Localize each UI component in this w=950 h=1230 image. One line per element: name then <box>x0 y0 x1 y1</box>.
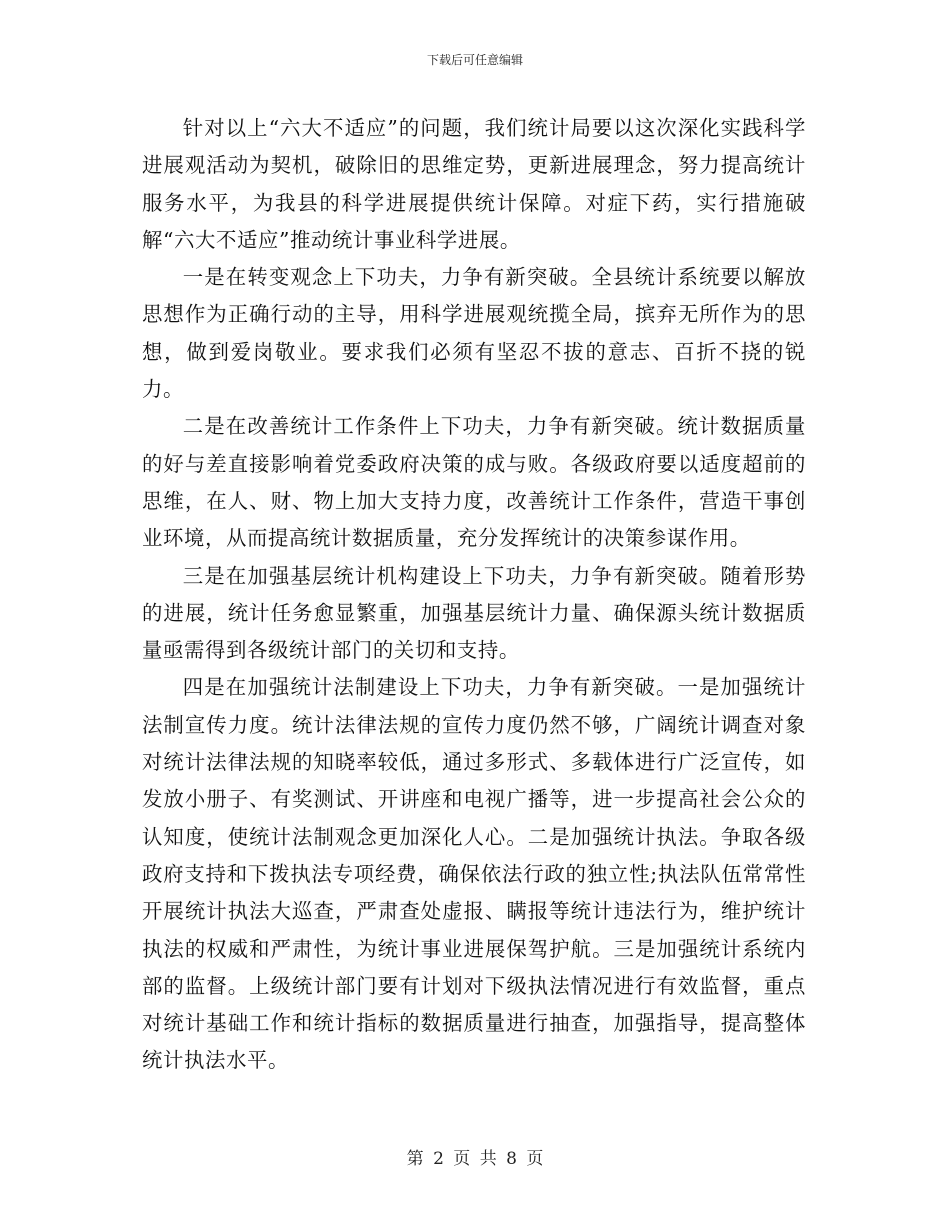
paragraph-point-4: 四是在加强统计法制建设上下功夫，力争有新突破。一是加强统计法制宣传力度。统计法律法规的宣传力度仍然不够，广阔统计调查对象对统计法律法规的知晓率较低，通过多形式、多载体进行广泛宣传，如发放小册子、有奖测试、开讲座和电视广播等，进一步提高社会公众的认知度，使统计法制观念更加深化人心。二是加强统计执法。争取各级政府支持和下拨执法专项经费，确保依法行政的独立性;执法队伍常常性开展统计执法大巡查，严肃查处虚报、瞒报等统计违法行为，维护统计执法的权威和严肃性，为统计事业进展保驾护航。三是加强统计系统内部的监督。上级统计部门要有计划对下级执法情况进行有效监督，重点对统计基础工作和统计指标的数据质量进行抽查，加强指导，提高整体统计执法水平。 <box>142 675 806 1073</box>
paragraph-point-3: 三是在加强基层统计机构建设上下功夫，力争有新突破。随着形势的进展，统计任务愈显繁重，加强基层统计力量、确保源头统计数据质量亟需得到各级统计部门的关切和支持。 <box>142 563 806 663</box>
paragraph-point-2: 二是在改善统计工作条件上下功夫，力争有新突破。统计数据质量的好与差直接影响着党委政府决策的成与败。各级政府要以适度超前的思维，在人、财、物上加大支持力度，改善统计工作条件，营造干事创业环境，从而提高统计数据质量，充分发挥统计的决策参谋作用。 <box>142 414 806 551</box>
paragraph-point-1: 一是在转变观念上下功夫，力争有新突破。全县统计系统要以解放思想作为正确行动的主导，用科学进展观统揽全局，摈弃无所作为的思想，做到爱岗敬业。要求我们必须有坚忍不拔的意志、百折不挠的锐力。 <box>142 265 806 402</box>
paragraph-intro: 针对以上“六大不适应”的问题，我们统计局要以这次深化实践科学进展观活动为契机，破除旧的思维定势，更新进展理念，努力提高统计服务水平，为我县的科学进展提供统计保障。对症下药，实行措施破解“六大不适应”推动统计事业科学进展。 <box>142 116 806 252</box>
page-number: 第 2 页 共 8 页 <box>406 1149 544 1169</box>
document-body <box>142 110 806 1080</box>
page-header-note: 下载后可任意编辑 <box>426 53 523 67</box>
